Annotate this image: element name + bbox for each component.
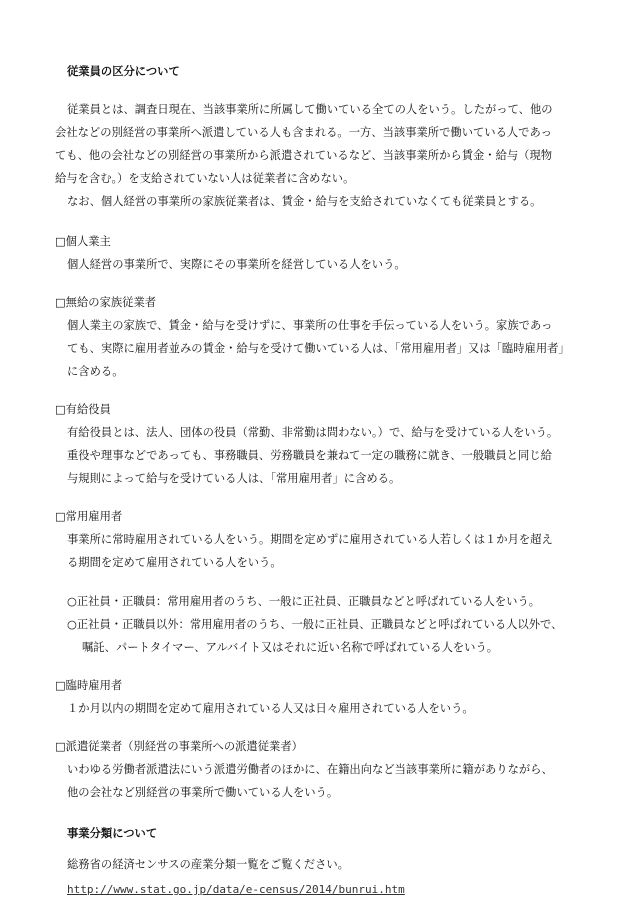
- intro-line-3: ても、他の会社などの別経営の事業所から派遣されているなど、当該事業所から賃金・給与（現物: [55, 149, 553, 162]
- regular-employees-text-1: 事業所に常時雇用されている人をいう。期間を定めずに雇用されている人若しくは１か月を超え: [67, 533, 553, 546]
- temporary-employees-text-1: １か月以内の期間を定めて雇用されている人又は日々雇用されている人をいう。: [67, 702, 474, 715]
- regular-employees-text-2: る期間を定めて雇用されている人をいう。: [67, 556, 282, 569]
- dispatched-workers-text-1: いわゆる労働者派遣法にいう派遣労働者のほかに、在籍出向など当該事業所に籍がありながら、: [67, 763, 553, 776]
- unpaid-family-heading: □無給の家族従業者: [55, 296, 157, 309]
- dispatched-workers-heading: □派遣従業者（別経営の事業所への派遣従業者）: [55, 740, 303, 753]
- temporary-employees-heading: □臨時雇用者: [55, 679, 123, 692]
- industry-section-title: 事業分類について: [67, 827, 158, 840]
- unpaid-family-text-2: ても、実際に雇用者並みの賃金・給与を受けて働いている人は、「常用雇用者」又は「臨時雇用者」: [67, 342, 570, 355]
- unpaid-family-text-3: に含める。: [67, 365, 124, 378]
- regular-sub-item-3: 嘱託、パートタイマー、アルバイト又はそれに近い名称で呼ばれている人をいう。: [82, 641, 499, 654]
- intro-line-4: 給与を含む。）を支給されていない人は従業者に含めない。: [55, 172, 355, 185]
- regular-employees-heading: □常用雇用者: [55, 510, 123, 523]
- employees-section-title: 従業員の区分について: [67, 65, 180, 78]
- sole-proprietor-text-1: 個人経営の事業所で、実際にその事業所を経営している人をいう。: [67, 258, 406, 271]
- unpaid-family-text-1: 個人業主の家族で、賃金・給与を受けずに、事業所の仕事を手伝っている人をいう。家族であっ: [67, 319, 553, 332]
- paid-officers-text-2: 重役や理事などであっても、事務職員、労務職員を兼ねて一定の職務に就き、一般職員と同じ給: [67, 449, 552, 462]
- dispatched-workers-text-2: 他の会社など別経営の事業所で働いている人をいう。: [67, 786, 339, 799]
- industry-classification-link[interactable]: http://www.stat.go.jp/data/e-census/2014/bunrui.htm: [67, 883, 405, 896]
- sole-proprietor-heading: □個人業主: [55, 235, 111, 248]
- industry-section-text: 総務省の経済センサスの産業分類一覧をご覧ください。: [67, 858, 349, 871]
- paid-officers-heading: □有給役員: [55, 403, 111, 416]
- intro-line-5: なお、個人経営の事業所の家族従業者は、賃金・給与を支給されていなくても従業員とする。: [67, 195, 542, 208]
- regular-sub-item-1: ○正社員・正職員：常用雇用者のうち、一般に正社員、正職員などと呼ばれている人をいう。: [67, 595, 541, 608]
- regular-sub-item-2: ○正社員・正職員以外：常用雇用者のうち、一般に正社員、正職員などと呼ばれている人以外で、: [67, 618, 563, 631]
- paid-officers-text-3: 与規則によって給与を受けている人は、「常用雇用者」に含める。: [67, 472, 401, 485]
- paid-officers-text-1: 有給役員とは、法人、団体の役員（常勤、非常勤は問わない。）で、給与を受けている人をいう。: [67, 426, 559, 439]
- intro-line-1: 従業員とは、調査日現在、当該事業所に所属して働いている全ての人をいう。したがって、他の: [67, 103, 553, 116]
- intro-line-2: 会社などの別経営の事業所へ派遣している人も含まれる。一方、当該事業所で働いている人であっ: [55, 126, 552, 139]
